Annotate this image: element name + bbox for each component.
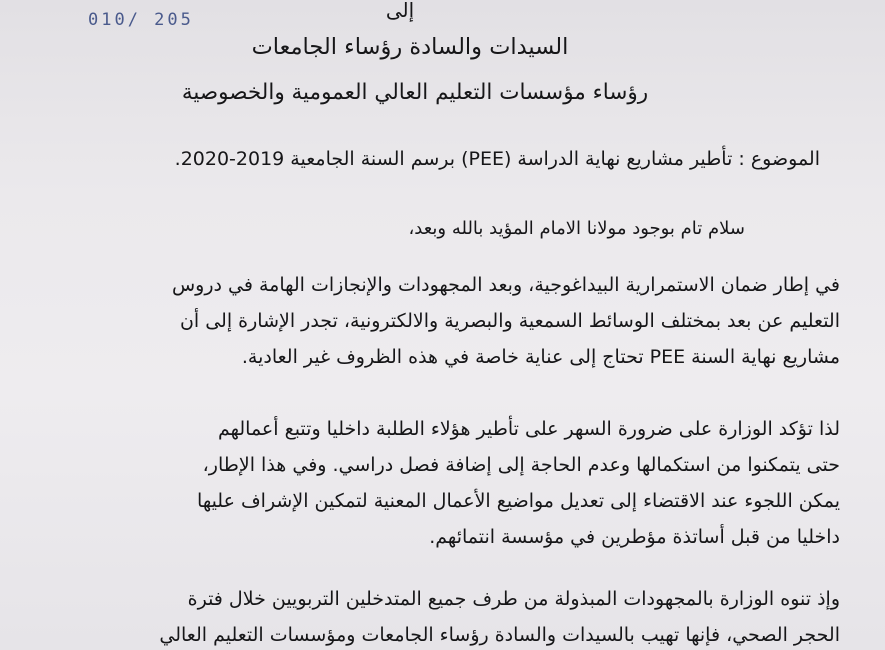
addressee-line-1: السيدات والسادة رؤساء الجامعات	[251, 34, 569, 60]
paragraph-line: التعليم عن بعد بمختلف الوسائط السمعية والبصرية والالكترونية، تجدر الإشارة إلى أن	[179, 310, 840, 332]
subject-line: الموضوع : تأطير مشاريع نهاية الدراسة (PEE) برسم السنة الجامعية 2019-2020.	[174, 148, 820, 170]
paragraph-line: داخليا من قبل أساتذة مؤطرين في مؤسسة انتمائهم.	[429, 526, 840, 548]
paragraph-line: وإذ تنوه الوزارة بالمجهودات المبذولة من طرف جميع المتدخلين التربويين خلال فترة	[187, 588, 840, 610]
addressee-to: إلى	[385, 0, 415, 22]
paragraph-line: لذا تؤكد الوزارة على ضرورة السهر على تأطير هؤلاء الطلبة داخليا وتتبع أعمالهم	[217, 418, 840, 440]
paragraph-line: في إطار ضمان الاستمرارية البيداغوجية، وبعد المجهودات والإنجازات الهامة في دروس	[171, 274, 840, 296]
paragraph-line: يمكن اللجوء عند الاقتضاء إلى تعديل مواضيع الأعمال المعنية لتمكين الإشراف عليها	[197, 490, 840, 512]
paragraph-line: الحجر الصحي، فإنها تهيب بالسيدات والسادة رؤساء الجامعات ومؤسسات التعليم العالي	[159, 624, 840, 646]
reference-number: 010/ 205	[88, 10, 194, 30]
addressee-line-2: رؤساء مؤسسات التعليم العالي العمومية والخصوصية	[181, 80, 649, 105]
paragraph-line: حتى يتمكنوا من استكمالها وعدم الحاجة إلى إضافة فصل دراسي. وفي هذا الإطار،	[202, 454, 840, 476]
greeting-line: سلام تام بوجود مولانا الامام المؤيد بالله وبعد،	[408, 218, 745, 239]
paragraph-line: مشاريع نهاية السنة PEE تحتاج إلى عناية خاصة في هذه الظروف غير العادية.	[241, 346, 840, 368]
